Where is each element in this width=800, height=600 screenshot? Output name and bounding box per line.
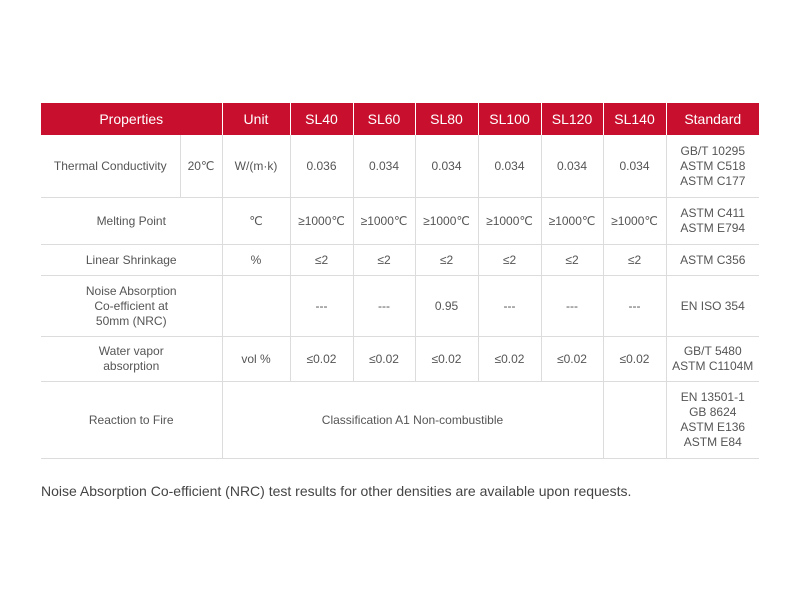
value-cell: ≤2 [415, 245, 478, 276]
value-cell: 0.034 [541, 135, 603, 198]
merged-classification-cell: Classification A1 Non-combustible [222, 382, 603, 459]
value-cell: ≥1000℃ [415, 198, 478, 245]
unit-cell: W/(m·k) [222, 135, 290, 198]
property-cell: Water vapor absorption [41, 337, 222, 382]
header-sl80: SL80 [415, 103, 478, 135]
header-sl40: SL40 [290, 103, 353, 135]
property-cell: Thermal Conductivity [41, 135, 180, 198]
header-sl60: SL60 [353, 103, 415, 135]
value-cell: ≥1000℃ [603, 198, 666, 245]
table-row-water-vapor [41, 337, 759, 382]
standard-cell: ASTM C356 [666, 245, 759, 276]
value-cell: ≤0.02 [603, 337, 666, 382]
property-cell: Linear Shrinkage [41, 245, 222, 276]
header-sl120: SL120 [541, 103, 603, 135]
value-cell: --- [541, 276, 603, 337]
standard-cell: EN ISO 354 [666, 276, 759, 337]
value-cell: --- [353, 276, 415, 337]
unit-cell [222, 276, 290, 337]
table-row-noise-absorption [41, 276, 759, 337]
value-cell: 0.034 [415, 135, 478, 198]
value-cell: ≤0.02 [290, 337, 353, 382]
property-cell: Melting Point [41, 198, 222, 245]
header-properties: Properties [41, 103, 222, 135]
table-row-thermal-conductivity [41, 135, 759, 198]
value-cell: 0.036 [290, 135, 353, 198]
value-cell: ≥1000℃ [290, 198, 353, 245]
unit-cell: % [222, 245, 290, 276]
header-standard: Standard [666, 103, 759, 135]
header-unit: Unit [222, 103, 290, 135]
value-cell: ≤2 [290, 245, 353, 276]
value-cell: 0.034 [603, 135, 666, 198]
value-cell: ≤0.02 [541, 337, 603, 382]
value-cell: ≤2 [478, 245, 541, 276]
properties-table [41, 103, 759, 459]
value-cell: ≥1000℃ [353, 198, 415, 245]
value-cell: --- [290, 276, 353, 337]
unit-cell: ℃ [222, 198, 290, 245]
value-cell: ≤0.02 [353, 337, 415, 382]
standard-cell: GB/T 5480 ASTM C1104M [666, 337, 759, 382]
value-cell: 0.034 [478, 135, 541, 198]
value-cell: ≤0.02 [415, 337, 478, 382]
value-cell: ≤2 [353, 245, 415, 276]
standard-cell: GB/T 10295 ASTM C518 ASTM C177 [666, 135, 759, 198]
table-row-linear-shrinkage [41, 245, 759, 276]
specs-table-container [41, 103, 759, 459]
condition-cell: 20℃ [180, 135, 222, 198]
value-cell: ≥1000℃ [541, 198, 603, 245]
value-cell: ≤2 [541, 245, 603, 276]
table-row-melting-point [41, 198, 759, 245]
value-cell: ≥1000℃ [478, 198, 541, 245]
table-row-reaction-to-fire [41, 382, 759, 459]
standard-cell: EN 13501-1 GB 8624 ASTM E136 ASTM E84 [666, 382, 759, 459]
header-sl140: SL140 [603, 103, 666, 135]
table-header-row [41, 103, 759, 135]
value-cell: --- [478, 276, 541, 337]
value-cell: ≤0.02 [478, 337, 541, 382]
property-cell: Noise Absorption Co-efficient at 50mm (NRC) [41, 276, 222, 337]
property-cell: Reaction to Fire [41, 382, 222, 459]
unit-cell: vol % [222, 337, 290, 382]
footnote-text: Noise Absorption Co-efficient (NRC) test results for other densities are available upon requests. [41, 483, 632, 499]
value-cell: 0.95 [415, 276, 478, 337]
value-cell: ≤2 [603, 245, 666, 276]
value-cell: --- [603, 276, 666, 337]
value-cell: 0.034 [353, 135, 415, 198]
empty-cell [603, 382, 666, 459]
standard-cell: ASTM C411 ASTM E794 [666, 198, 759, 245]
header-sl100: SL100 [478, 103, 541, 135]
